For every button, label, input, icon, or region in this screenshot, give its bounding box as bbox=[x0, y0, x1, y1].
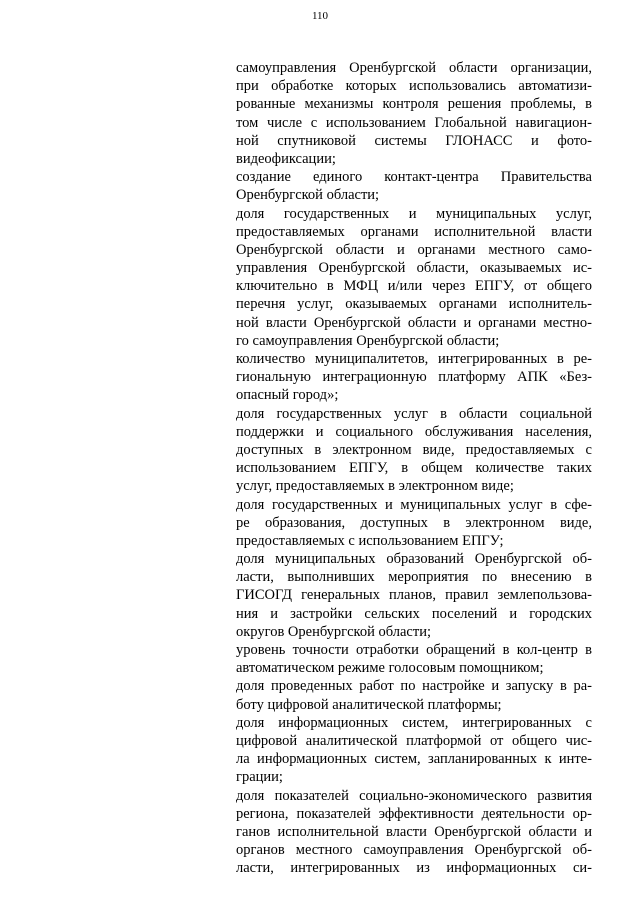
text-line: поддержки и социального обслуживания населения, bbox=[236, 423, 592, 440]
text-line: уровень точности отработки обращений в кол-центр в bbox=[236, 642, 592, 658]
text-line: управления Оренбургской области, оказываемых ис- bbox=[236, 260, 592, 277]
text-line: ласти, выполнивших мероприятия по внесению в bbox=[236, 569, 592, 586]
text-line: доля государственных и муниципальных услуг в сфе- bbox=[236, 496, 592, 513]
text-line: доступных в электронном виде, предоставляемых с bbox=[236, 441, 592, 458]
text-line: Оренбургской области; bbox=[236, 187, 380, 204]
text-line: самоуправления Оренбургской области организации, bbox=[236, 60, 592, 76]
text-line: перечня услуг, оказываемых органами исполнитель- bbox=[236, 296, 592, 313]
text-line: доля государственных услуг в области социальной bbox=[236, 405, 592, 422]
text-line: ганов исполнительной власти Оренбургской области и bbox=[236, 823, 592, 840]
text-line: рованные механизмы контроля решения проблемы, в bbox=[236, 96, 592, 113]
text-line: цифровой аналитической платформой от общего чис- bbox=[236, 732, 592, 749]
text-line: региона, показателей эффективности деятельности ор- bbox=[236, 805, 592, 822]
page-number: 110 bbox=[311, 10, 329, 22]
text-line: Оренбургской области и органами местного само- bbox=[236, 241, 592, 258]
text-line: округов Оренбургской области; bbox=[236, 623, 431, 640]
text-line: ключительно в МФЦ и/или через ЕПГУ, от общего bbox=[236, 278, 592, 295]
text-line: опасный город»; bbox=[236, 387, 339, 404]
text-line: предоставляемых с использованием ЕПГУ; bbox=[236, 532, 504, 549]
text-line: ной спутниковой системы ГЛОНАСС и фото- bbox=[236, 132, 592, 149]
text-line: доля государственных и муниципальных услуг, bbox=[236, 205, 592, 222]
text-line: ласти, интегрированных из информационных си- bbox=[236, 860, 592, 877]
text-line: ре образования, доступных в электронном виде, bbox=[236, 514, 592, 531]
text-line: использованием ЕПГУ, в общем количестве таких bbox=[236, 460, 592, 477]
text-line: ной власти Оренбургской области и органами местно- bbox=[236, 314, 592, 331]
text-line: органов местного самоуправления Оренбургской об- bbox=[236, 842, 592, 859]
text-line: грации; bbox=[236, 769, 283, 786]
text-line: предоставляемых органами исполнительной власти bbox=[236, 223, 592, 240]
document-body-text bbox=[236, 59, 592, 877]
text-line: доля проведенных работ по настройке и запуску в ра- bbox=[236, 678, 592, 695]
text-line: создание единого контакт-центра Правительства bbox=[236, 169, 592, 186]
text-line: доля информационных систем, интегрированных с bbox=[236, 714, 592, 731]
text-line: автоматическом режиме голосовым помощником; bbox=[236, 660, 544, 677]
text-line: гиональную интеграционную платформу АПК «Без- bbox=[236, 369, 592, 386]
text-line: доля показателей социально-экономического развития bbox=[236, 787, 592, 804]
text-line: ГИСОГД генеральных планов, правил землепользова- bbox=[236, 587, 592, 604]
text-line: доля муниципальных образований Оренбургской об- bbox=[236, 551, 592, 568]
text-line: услуг, предоставляемых в электронном виде; bbox=[236, 478, 514, 495]
text-line: го самоуправления Оренбургской области; bbox=[236, 332, 500, 349]
text-line: количество муниципалитетов, интегрированных в ре- bbox=[236, 351, 592, 367]
text-line: боту цифровой аналитической платформы; bbox=[236, 696, 502, 713]
text-line: том числе с использованием Глобальной навигацион- bbox=[236, 114, 592, 131]
text-line: видеофиксации; bbox=[236, 150, 336, 167]
text-line: при обработке которых использовались автоматизи- bbox=[236, 78, 592, 95]
text-line: ния и застройки сельских поселений и городских bbox=[236, 605, 592, 622]
text-line: ла информационных систем, запланированных к инте- bbox=[236, 751, 592, 768]
